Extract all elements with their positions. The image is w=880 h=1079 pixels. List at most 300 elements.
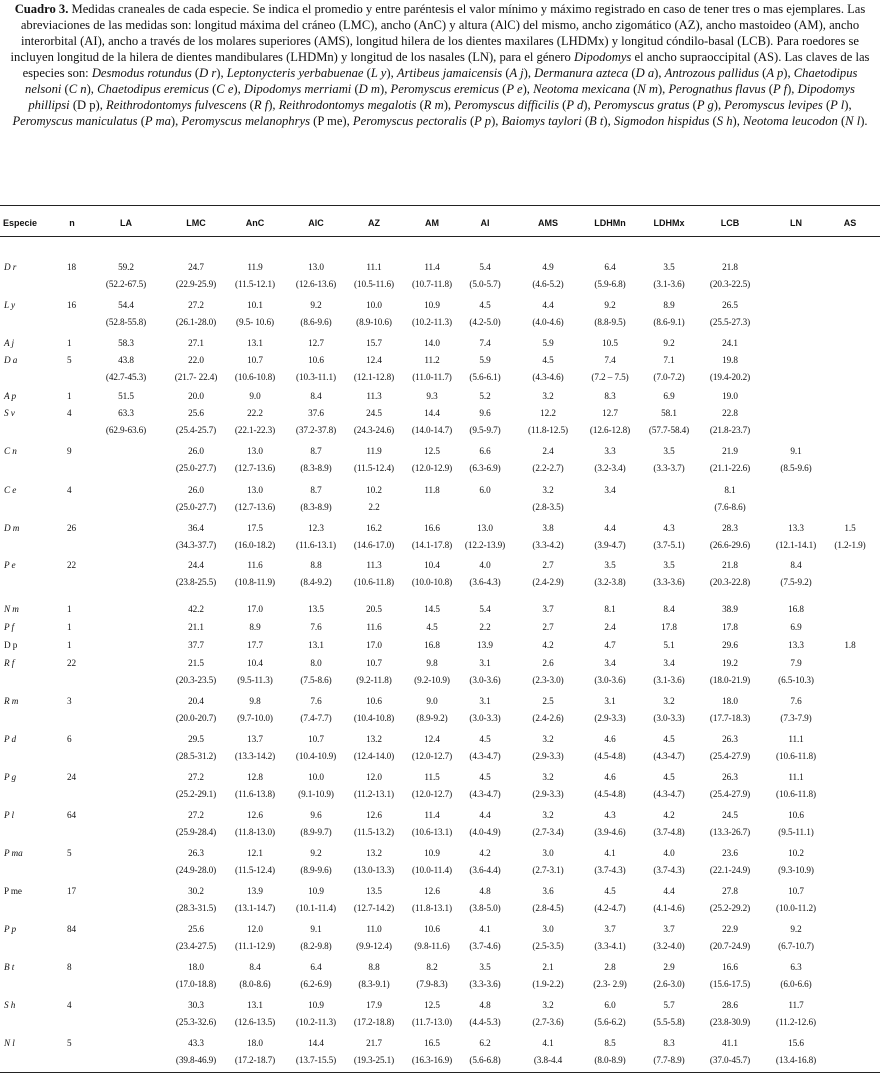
range-value-lcb: (20.3-22.5) [709, 279, 751, 289]
mean-value-ldhmx: 3.5 [663, 262, 675, 272]
mean-value-ams: 3.7 [542, 604, 554, 614]
mean-value-az: 17.0 [366, 640, 382, 650]
caption-italic-text: Peromyscus melanophrys [181, 114, 311, 128]
mean-value-lcb: 29.6 [722, 640, 738, 650]
mean-value-ai: 3.1 [479, 658, 491, 668]
range-value-anc: (10.6-10.8) [234, 372, 276, 382]
mean-value-lcb: 19.2 [722, 658, 738, 668]
mean-value-anc: 22.2 [247, 408, 263, 418]
mean-value-ldhmn: 8.3 [604, 391, 616, 401]
range-value-ldhmx: (3.7-4.3) [653, 865, 685, 875]
range-value-lcb: (25.4-27.9) [709, 789, 751, 799]
mean-value-ams: 5.9 [542, 338, 554, 348]
mean-value-az: 11.3 [366, 391, 382, 401]
mean-value-ldhmn: 4.7 [604, 640, 616, 650]
caption-italic-text: Peromyscus pectoralis [352, 114, 467, 128]
mean-value-az: 15.7 [366, 338, 382, 348]
mean-value-lcb: 22.9 [722, 924, 738, 934]
range-value-az: (12.4-14.0) [353, 751, 395, 761]
range-value-ai: (9.5-9.7) [469, 425, 501, 435]
range-value-ln: (9.3-10.9) [778, 865, 814, 875]
species-code: B t [4, 962, 15, 972]
range-value-ldhmx: (3.1-3.6) [653, 675, 685, 685]
mean-value-lmc: 27.1 [188, 338, 204, 348]
column-header-lmc: LMC [186, 218, 206, 228]
range-value-alc: (10.2-11.3) [296, 1017, 336, 1027]
caption-text: ( [822, 98, 831, 112]
table-caption [6, 1, 874, 129]
caption-text: ( [351, 82, 359, 96]
mean-value-anc: 12.0 [247, 924, 263, 934]
mean-value-anc: 13.7 [247, 734, 263, 744]
range-value-alc: (8.3-8.9) [300, 463, 332, 473]
caption-text: ), [523, 66, 535, 80]
species-code: P f [4, 622, 14, 632]
mean-value-ldhmn: 2.8 [604, 962, 616, 972]
mean-value-ldhmx: 4.5 [663, 772, 675, 782]
mean-value-ai: 4.5 [479, 734, 491, 744]
mean-value-am: 11.4 [424, 262, 440, 272]
range-value-lcb: (26.6-29.6) [709, 540, 751, 550]
range-value-alc: (10.4-10.9) [295, 751, 337, 761]
mean-value-ams: 3.2 [542, 734, 554, 744]
species-code: P ma [4, 848, 23, 858]
mean-value-ai: 4.0 [479, 560, 491, 570]
range-value-la: (52.2-67.5) [105, 279, 147, 289]
caption-italic-text: Peromyscus maniculatus [12, 114, 138, 128]
range-value-lcb: (25.4-27.9) [709, 751, 751, 761]
column-header-as: AS [843, 218, 857, 228]
range-value-az: (14.6-17.0) [353, 540, 395, 550]
caption-italic-text: Dipodomys [573, 50, 632, 64]
range-value-lcb: (7.6-8.6) [714, 502, 746, 512]
species-code: R f [4, 658, 15, 668]
mean-value-la: 63.3 [118, 408, 134, 418]
range-value-alc: (8.4-9.2) [300, 577, 332, 587]
sample-size: 26 [67, 523, 76, 533]
sample-size: 3 [67, 696, 72, 706]
range-value-ln: (11.2-12.6) [776, 1017, 816, 1027]
range-value-ams: (1.9-2.2) [532, 979, 564, 989]
range-value-ldhmn: (4.5-4.8) [594, 751, 626, 761]
mean-value-ln: 7.6 [790, 696, 802, 706]
table-top-rule [0, 205, 880, 206]
column-header-alc: AlC [308, 218, 324, 228]
range-value-am: (9.2-10.9) [414, 675, 450, 685]
mean-value-ln: 8.4 [790, 560, 802, 570]
mean-value-anc: 17.5 [247, 523, 263, 533]
mean-value-ams: 3.2 [542, 810, 554, 820]
mean-value-lmc: 30.3 [188, 1000, 204, 1010]
caption-italic-text: Baiomys taylori [501, 114, 582, 128]
mean-value-anc: 13.9 [247, 886, 263, 896]
caption-italic-text: Sigmodon hispidus [613, 114, 710, 128]
sample-size: 1 [67, 338, 72, 348]
range-value-ldhmx: (8.6-9.1) [653, 317, 685, 327]
mean-value-ai: 7.4 [479, 338, 491, 348]
mean-value-anc: 13.1 [247, 1000, 263, 1010]
mean-value-anc: 11.9 [247, 262, 263, 272]
range-value-az: (10.4-10.8) [353, 713, 395, 723]
range-value-lcb: (18.0-21.9) [709, 675, 751, 685]
mean-value-ln: 9.2 [790, 924, 802, 934]
mean-value-am: 12.5 [424, 446, 440, 456]
column-header-n: n [69, 218, 75, 228]
caption-italic-text: A j [509, 66, 524, 80]
mean-value-am: 8.2 [426, 962, 438, 972]
column-header-ldhmn: LDHMn [594, 218, 626, 228]
mean-value-az: 10.0 [366, 300, 382, 310]
caption-italic-text: Chaetodipus nelsoni [25, 66, 858, 96]
range-value-alc: (8.6-9.6) [300, 317, 332, 327]
mean-value-ldhmx: 17.8 [661, 622, 677, 632]
range-value-ldhmn: (3.2-3.4) [594, 463, 626, 473]
mean-value-lmc: 18.0 [188, 962, 204, 972]
mean-value-ai: 5.4 [479, 604, 491, 614]
mean-value-alc: 6.4 [310, 962, 322, 972]
mean-value-lmc: 26.3 [188, 848, 204, 858]
range-value-lmc: (20.3-23.5) [175, 675, 217, 685]
range-value-az: (10.6-11.8) [354, 577, 394, 587]
sample-size: 24 [67, 772, 76, 782]
range-value-alc: (37.2-37.8) [295, 425, 337, 435]
mean-value-ams: 12.2 [540, 408, 556, 418]
mean-value-ai: 9.6 [479, 408, 491, 418]
range-value-ln: (13.4-16.8) [775, 1055, 817, 1065]
mean-value-as: 1.8 [844, 640, 856, 650]
mean-value-ldhmx: 7.1 [663, 355, 675, 365]
caption-text: ), [386, 66, 397, 80]
range-value-anc: (8.0-8.6) [239, 979, 271, 989]
mean-value-lcb: 28.3 [722, 523, 738, 533]
range-value-ldhmx: (3.3-3.7) [653, 463, 685, 473]
range-value-ai: (6.3-6.9) [469, 463, 501, 473]
range-value-ams: (2.9-3.3) [532, 789, 564, 799]
sample-size: 1 [67, 640, 72, 650]
mean-value-am: 12.6 [424, 886, 440, 896]
range-value-alc: (10.3-11.1) [296, 372, 336, 382]
sample-size: 9 [67, 446, 72, 456]
mean-value-lmc: 30.2 [188, 886, 204, 896]
mean-value-alc: 9.6 [310, 810, 322, 820]
mean-value-ldhmn: 6.0 [604, 1000, 616, 1010]
mean-value-ldhmn: 4.6 [604, 772, 616, 782]
range-value-ldhmn: (7.2 – 7.5) [591, 372, 629, 382]
caption-italic-text: Dipodomys phillipsi [28, 82, 855, 112]
range-value-anc: (16.0-18.2) [234, 540, 276, 550]
mean-value-am: 16.5 [424, 1038, 440, 1048]
range-value-ln: (7.5-9.2) [780, 577, 812, 587]
range-value-lmc: (28.3-31.5) [175, 903, 217, 913]
mean-value-ai: 6.0 [479, 485, 491, 495]
mean-value-ln: 11.1 [788, 734, 804, 744]
caption-text: ), [783, 66, 794, 80]
caption-italic-text: P e [506, 82, 523, 96]
range-value-alc: (9.1-10.9) [298, 789, 334, 799]
range-value-ldhmn: (4.5-4.8) [594, 789, 626, 799]
mean-value-lcb: 16.6 [722, 962, 738, 972]
range-value-ldhmn: (3.7-4.3) [594, 865, 626, 875]
range-value-lmc: (28.5-31.2) [175, 751, 217, 761]
sample-size: 5 [67, 355, 72, 365]
sample-size: 64 [67, 810, 76, 820]
mean-value-lmc: 27.2 [188, 300, 204, 310]
caption-text: (D p), [69, 98, 107, 112]
range-value-ldhmn: (8.8-9.5) [594, 317, 626, 327]
range-value-anc: (11.1-12.9) [235, 941, 275, 951]
caption-text: ( [628, 66, 636, 80]
range-value-ln: (8.5-9.6) [780, 463, 812, 473]
range-value-alc: (7.4-7.7) [300, 713, 332, 723]
mean-value-ams: 3.6 [542, 886, 554, 896]
range-value-am: (12.0-12.7) [411, 751, 453, 761]
mean-value-anc: 10.4 [247, 658, 263, 668]
mean-value-az: 21.7 [366, 1038, 382, 1048]
mean-value-ldhmn: 4.3 [604, 810, 616, 820]
range-value-am: (14.0-14.7) [411, 425, 453, 435]
range-value-anc: (11.8-13.0) [235, 827, 275, 837]
caption-text: ( [191, 66, 200, 80]
caption-text: ( [137, 114, 145, 128]
range-value-alc: (10.1-11.4) [296, 903, 336, 913]
range-value-alc: (12.6-13.6) [295, 279, 337, 289]
range-value-alc: (8.2-9.8) [300, 941, 332, 951]
sample-size: 1 [67, 622, 72, 632]
mean-value-az: 10.6 [366, 696, 382, 706]
mean-value-ams: 3.8 [542, 523, 554, 533]
range-value-ldhmx: (2.6-3.0) [653, 979, 685, 989]
range-value-ams: (3.8-4.4 [533, 1055, 563, 1065]
mean-value-lcb: 21.8 [722, 560, 738, 570]
range-value-ams: (4.6-5.2) [532, 279, 564, 289]
mean-value-anc: 8.9 [249, 622, 261, 632]
caption-text: ), [583, 98, 594, 112]
range-value-lcb: (19.4-20.2) [709, 372, 751, 382]
mean-value-lcb: 26.3 [722, 772, 738, 782]
species-code: A j [4, 338, 14, 348]
range-value-am: (12.0-12.7) [411, 789, 453, 799]
range-value-la: (52.8-55.8) [105, 317, 147, 327]
range-value-ai: (12.2-13.9) [464, 540, 506, 550]
mean-value-alc: 12.3 [308, 523, 324, 533]
mean-value-la: 54.4 [118, 300, 134, 310]
caption-italic-text: N m [637, 82, 658, 96]
range-value-ldhmx: (3.7-5.1) [653, 540, 685, 550]
range-value-lcb: (13.3-26.7) [709, 827, 751, 837]
range-value-ln: (10.6-11.8) [776, 751, 816, 761]
range-value-anc: (13.3-14.2) [234, 751, 276, 761]
mean-value-ldhmn: 2.4 [604, 622, 616, 632]
range-value-ai: (4.3-4.7) [469, 789, 501, 799]
mean-value-ldhmx: 3.2 [663, 696, 675, 706]
range-value-lmc: (24.9-28.0) [175, 865, 217, 875]
caption-italic-text: A p [766, 66, 784, 80]
range-value-ldhmx: (4.1-4.6) [653, 903, 685, 913]
range-value-ams: (2.9-3.3) [532, 751, 564, 761]
sample-size: 8 [67, 962, 72, 972]
range-value-am: (10.6-13.1) [411, 827, 453, 837]
sample-size: 18 [67, 262, 76, 272]
mean-value-ldhmn: 12.7 [602, 408, 618, 418]
mean-value-ams: 4.2 [542, 640, 554, 650]
range-value-am: (10.7-11.8) [412, 279, 452, 289]
range-value-ai: (4.4-5.3) [469, 1017, 501, 1027]
range-value-lmc: (25.3-32.6) [175, 1017, 217, 1027]
range-value-az: (9.9-12.4) [356, 941, 392, 951]
range-value-ldhmx: (3.1-3.6) [653, 279, 685, 289]
range-value-am: (7.9-8.3) [416, 979, 448, 989]
species-code: P d [4, 734, 17, 744]
mean-value-ldhmx: 4.2 [663, 810, 675, 820]
mean-value-lmc: 37.7 [188, 640, 204, 650]
mean-value-lmc: 29.5 [188, 734, 204, 744]
range-value-as: (1.2-1.9) [834, 540, 866, 550]
mean-value-ldhmx: 2.9 [663, 962, 675, 972]
column-header-ams: AMS [538, 218, 558, 228]
range-value-ai: (3.0-3.3) [469, 713, 501, 723]
range-value-am: (11.7-13.0) [412, 1017, 452, 1027]
range-value-am: (9.8-11.6) [414, 941, 450, 951]
mean-value-ai: 3.1 [479, 696, 491, 706]
mean-value-ldhmx: 4.0 [663, 848, 675, 858]
mean-value-lmc: 24.4 [188, 560, 204, 570]
mean-value-as: 1.5 [844, 523, 856, 533]
mean-value-ln: 13.3 [788, 523, 804, 533]
table-header-rule [0, 236, 880, 237]
sample-size: 5 [67, 1038, 72, 1048]
mean-value-alc: 7.6 [310, 696, 322, 706]
mean-value-lmc: 26.0 [188, 485, 204, 495]
range-value-ams: (4.0-4.6) [532, 317, 564, 327]
caption-italic-text: Peromyscus levipes [724, 98, 823, 112]
mean-value-am: 11.4 [424, 810, 440, 820]
range-value-ln: (7.3-7.9) [780, 713, 812, 723]
mean-value-alc: 7.6 [310, 622, 322, 632]
range-value-anc: (22.1-22.3) [234, 425, 276, 435]
caption-text: ( [499, 82, 507, 96]
caption-text: ), [233, 82, 244, 96]
mean-value-ai: 2.2 [479, 622, 491, 632]
column-header-especie: Especie [3, 218, 38, 228]
mean-value-ldhmx: 8.9 [663, 300, 675, 310]
mean-value-lcb: 18.0 [722, 696, 738, 706]
mean-value-ldhmn: 4.5 [604, 886, 616, 896]
mean-value-ai: 6.6 [479, 446, 491, 456]
range-value-ldhmx: (7.0-7.2) [653, 372, 685, 382]
caption-text: ( [208, 82, 217, 96]
range-value-ln: (6.5-10.3) [778, 675, 814, 685]
range-value-ln: (9.5-11.1) [778, 827, 814, 837]
range-value-anc: (9.5-11.3) [237, 675, 273, 685]
caption-text: ( [709, 114, 717, 128]
range-value-alc: (7.5-8.6) [300, 675, 332, 685]
range-value-lcb: (21.1-22.6) [709, 463, 751, 473]
mean-value-anc: 18.0 [247, 1038, 263, 1048]
caption-text: ), [657, 82, 669, 96]
caption-text: ( [559, 98, 567, 112]
column-header-ln: LN [790, 218, 802, 228]
caption-italic-text: N l [845, 114, 861, 128]
mean-value-lcb: 24.1 [722, 338, 738, 348]
mean-value-az: 11.3 [366, 560, 382, 570]
range-value-ldhmx: (5.5-5.8) [653, 1017, 685, 1027]
range-value-lmc: (23.8-25.5) [175, 577, 217, 587]
mean-value-ams: 2.7 [542, 622, 554, 632]
caption-italic-text: Peromyscus gratus [593, 98, 690, 112]
mean-value-ams: 4.9 [542, 262, 554, 272]
range-value-lmc: (25.9-28.4) [175, 827, 217, 837]
species-code: P p [4, 924, 17, 934]
mean-value-lmc: 43.3 [188, 1038, 204, 1048]
range-value-ldhmn: (3.9-4.6) [594, 827, 626, 837]
range-value-ams: (4.3-4.6) [532, 372, 564, 382]
mean-value-az: 13.5 [366, 886, 382, 896]
range-value-ai: (3.7-4.6) [469, 941, 501, 951]
mean-value-az: 11.0 [366, 924, 382, 934]
mean-value-ldhmn: 3.3 [604, 446, 616, 456]
mean-value-anc: 11.6 [247, 560, 263, 570]
mean-value-alc: 8.8 [310, 560, 322, 570]
range-value-ldhmx: (4.3-4.7) [653, 751, 685, 761]
mean-value-alc: 9.1 [310, 924, 322, 934]
mean-value-alc: 8.7 [310, 446, 322, 456]
mean-value-az: 11.9 [366, 446, 382, 456]
range-value-ai: (5.0-5.7) [469, 279, 501, 289]
species-code: C n [4, 446, 17, 456]
range-value-lmc: (20.0-20.7) [175, 713, 217, 723]
caption-italic-text: Dipodomys merriami [243, 82, 352, 96]
mean-value-lmc: 21.5 [188, 658, 204, 668]
range-value-anc: (10.8-11.9) [235, 577, 275, 587]
mean-value-am: 10.6 [424, 924, 440, 934]
range-value-az: (11.5-12.4) [354, 463, 394, 473]
mean-value-anc: 13.0 [247, 446, 263, 456]
range-value-anc: (12.7-13.6) [234, 502, 276, 512]
caption-italic-text: P l [830, 98, 845, 112]
mean-value-lmc: 20.0 [188, 391, 204, 401]
mean-value-lcb: 26.5 [722, 300, 738, 310]
column-header-lcb: LCB [720, 218, 740, 228]
mean-value-am: 14.5 [424, 604, 440, 614]
mean-value-anc: 8.4 [249, 962, 261, 972]
range-value-ldhmx: (3.7-4.8) [653, 827, 685, 837]
mean-value-ln: 6.9 [790, 622, 802, 632]
mean-value-ams: 3.2 [542, 1000, 554, 1010]
range-value-lcb: (17.7-18.3) [709, 713, 751, 723]
range-value-az: (12.7-14.2) [353, 903, 395, 913]
caption-text: el ancho supraoccipital (AS). Las claves de las especies son: [22, 50, 870, 80]
mean-value-ldhmx: 9.2 [663, 338, 675, 348]
range-value-ams: (2.4-2.9) [532, 577, 564, 587]
mean-value-ai: 4.8 [479, 1000, 491, 1010]
range-value-lmc: (25.2-29.1) [175, 789, 217, 799]
range-value-az: 2.2 [368, 502, 380, 512]
range-value-lcb: (37.0-45.7) [709, 1055, 751, 1065]
range-value-az: (12.1-12.8) [353, 372, 395, 382]
caption-text: ( [581, 114, 590, 128]
mean-value-am: 10.9 [424, 848, 440, 858]
mean-value-ai: 5.9 [479, 355, 491, 365]
mean-value-ldhmx: 8.3 [663, 1038, 675, 1048]
caption-text: ), [216, 66, 227, 80]
mean-value-az: 12.4 [366, 355, 382, 365]
mean-value-anc: 12.8 [247, 772, 263, 782]
species-code: P g [4, 772, 17, 782]
caption-italic-text: Dermanura azteca [534, 66, 629, 80]
range-value-ln: (10.0-11.2) [776, 903, 816, 913]
range-value-anc: (9.5- 10.6) [236, 317, 274, 327]
caption-italic-text: Leptonycteris yerbabuenae [226, 66, 364, 80]
